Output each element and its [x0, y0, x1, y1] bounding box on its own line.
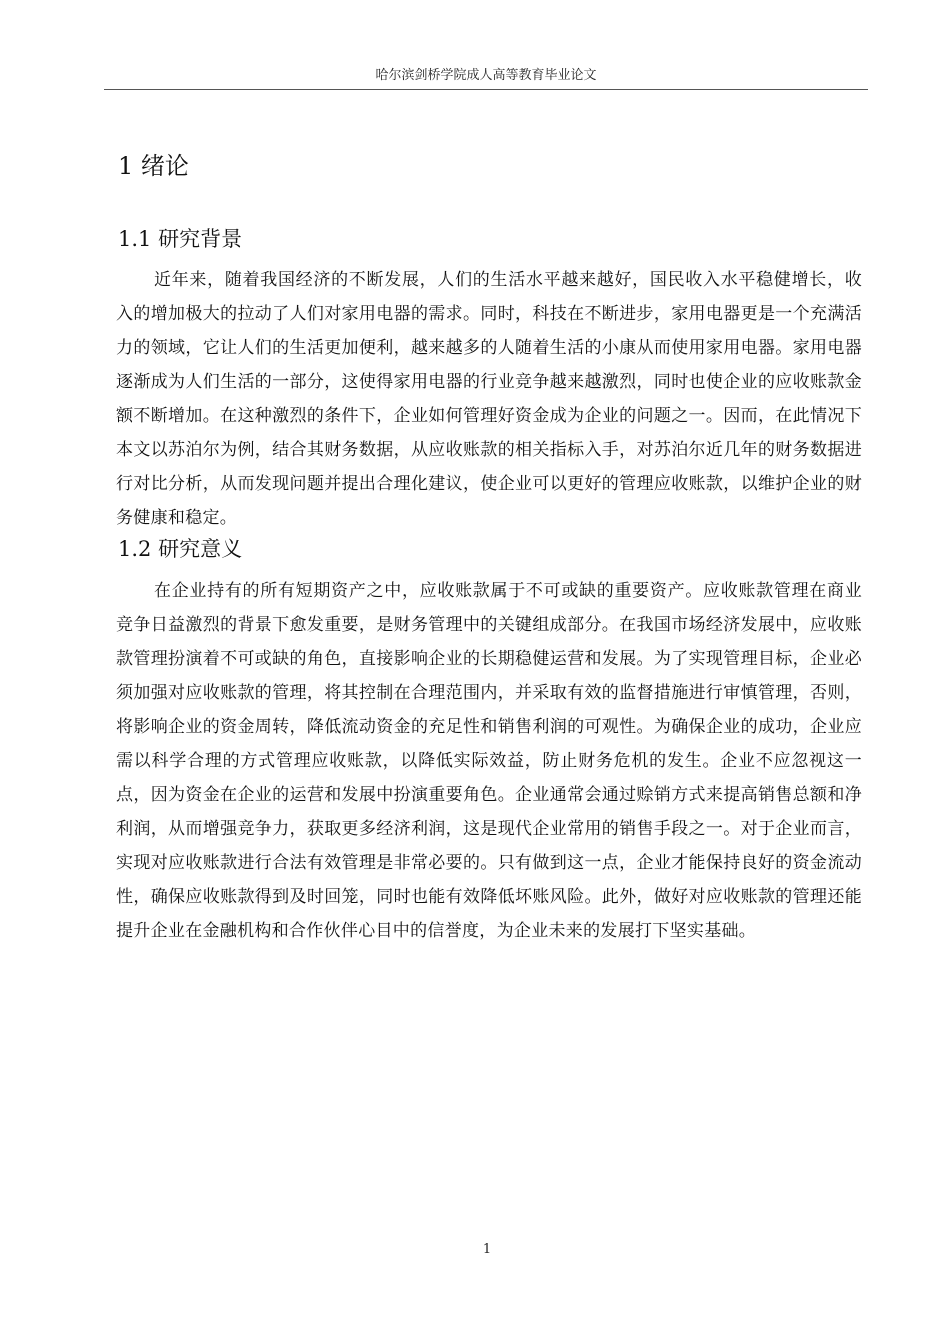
- section-paragraph-research-significance: 在企业持有的所有短期资产之中，应收账款属于不可或缺的重要资产。应收账款管理在商业竞争日益激烈的背景下愈发重要，是财务管理中的关键组成部分。在我国市场经济发展中，应收账款管理扮演着不可或缺的角色，直接影响企业的长期稳健运营和发展。为了实现管理目标，企业必须加强对应收账款的管理，将其控制在合理范围内，并采取有效的监督措施进行审慎管理，否则，将影响企业的资金周转，降低流动资金的充足性和销售利润的可观性。为确保企业的成功，企业应需以科学合理的方式管理应收账款，以降低实际效益，防止财务危机的发生。企业不应忽视这一点，因为资金在企业的运营和发展中扮演重要角色。企业通常会通过赊销方式来提高销售总额和净利润，从而增强竞争力，获取更多经济利润，这是现代企业常用的销售手段之一。对于企业而言，实现对应收账款进行合法有效管理是非常必要的。只有做到这一点，企业才能保持良好的资金流动性，确保应收账款得到及时回笼，同时也能有效降低坏账风险。此外，做好对应收账款的管理还能提升企业在金融机构和合作伙伴心目中的信誉度，为企业未来的发展打下坚实基础。: [116, 581, 862, 941]
- section-paragraph-research-background: 近年来，随着我国经济的不断发展，人们的生活水平越来越好，国民收入水平稳健增长，收入的增加极大的拉动了人们对家用电器的需求。同时，科技在不断进步，家用电器更是一个充满活力的领域，它让人们的生活更加便利，越来越多的人随着生活的小康从而使用家用电器。家用电器逐渐成为人们生活的一部分，这使得家用电器的行业竞争越来越激烈，同时也使企业的应收账款金额不断增加。在这种激烈的条件下，企业如何管理好资金成为企业的问题之一。因而，在此情况下本文以苏泊尔为例，结合其财务数据，从应收账款的相关指标入手，对苏泊尔近几年的财务数据进行对比分析，从而发现问题并提出合理化建议，使企业可以更好的管理应收账款，以维护企业的财务健康和稳定。: [116, 270, 862, 528]
- header-rule: [104, 89, 868, 90]
- page-header: 哈尔滨剑桥学院成人高等教育毕业论文: [375, 68, 597, 83]
- section-title-research-significance: 1.2 研究意义: [118, 537, 243, 561]
- page-number: 1: [482, 1242, 492, 1257]
- section-title-research-background: 1.1 研究背景: [118, 227, 243, 251]
- chapter-title: 1 绪论: [118, 152, 189, 180]
